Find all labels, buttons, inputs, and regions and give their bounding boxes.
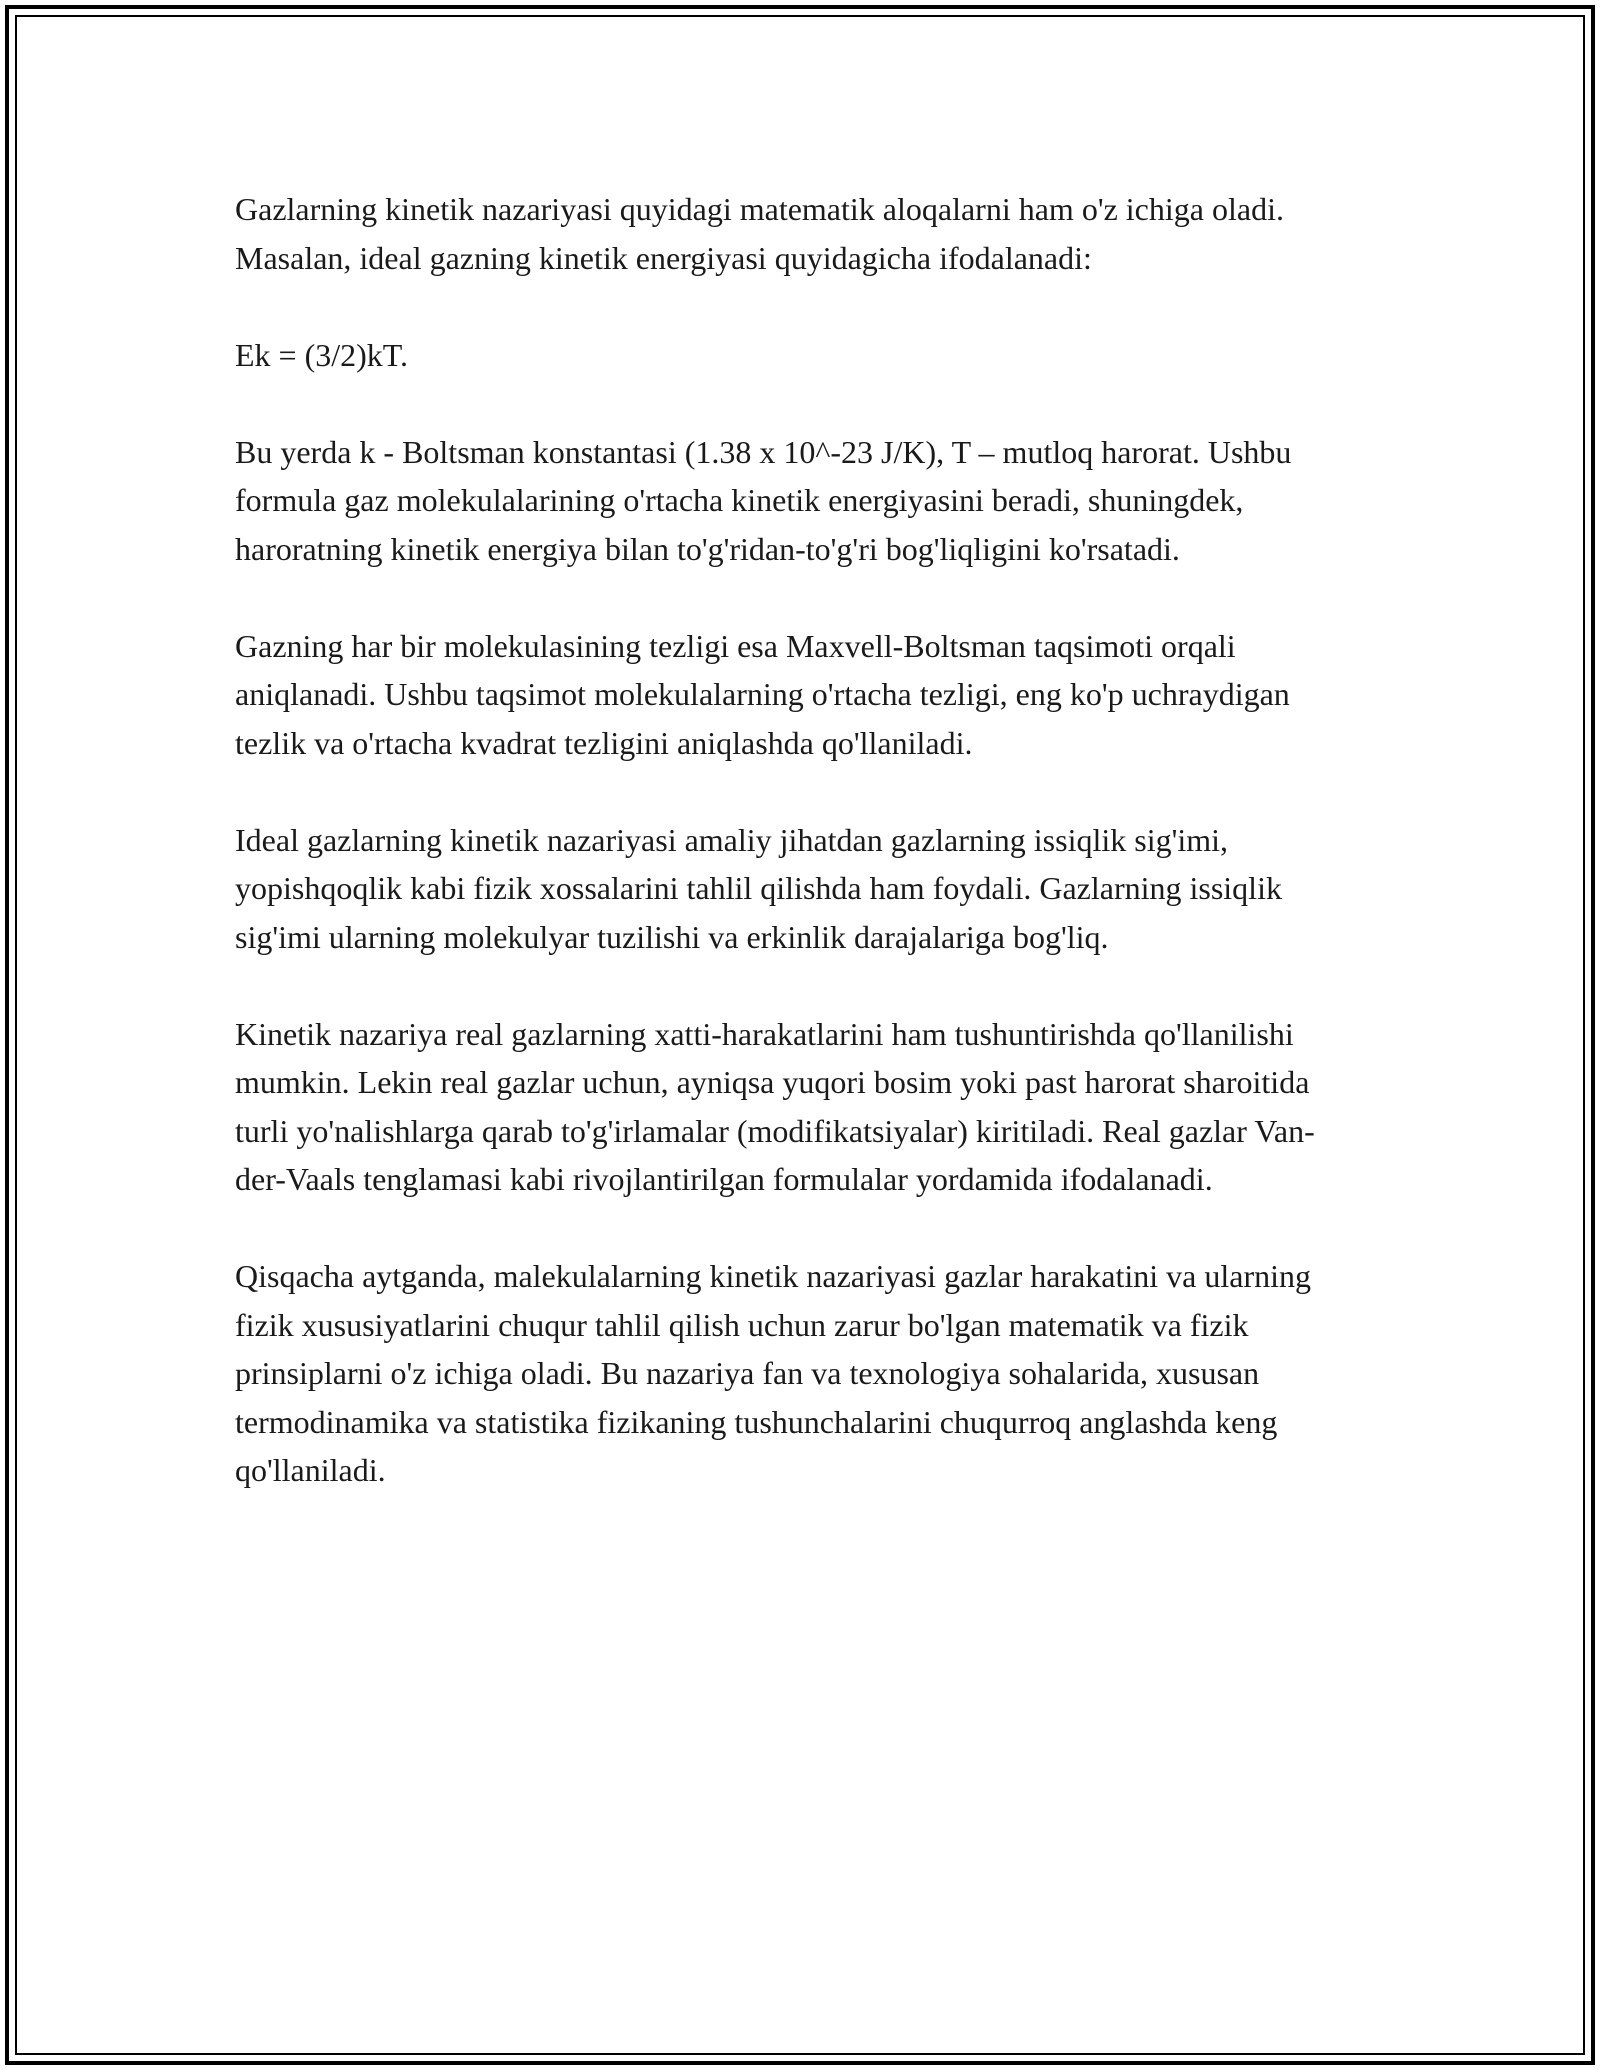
paragraph-real-gases: Kinetik nazariya real gazlarning xatti-harakatlarini ham tushuntirishda qo'llanilishi mumkin. Lekin real gazlar uchun, ayniqsa yuqori bosim yoki past harorat sharoitida turli yo'nalishlarga qarab to'g'irlamalar (modifikatsiyalar) kiritiladi. Real gazlar Van-der-Vaals tenglamasi kabi rivojlantirilgan formulalar yordamida ifodalanadi.	[235, 1015, 1315, 1197]
paragraph-boltzmann: Bu yerda k - Boltsman konstantasi (1.38 x 10^-23 J/K), T – mutloq harorat. Ushbu formula gaz molekulalarining o'rtacha kinetik energiyasini beradi, shuningdek, haroratning kinetik energiya bilan to'g'ridan-to'g'ri bog'liqligini ko'rsatadi.	[235, 433, 1292, 567]
paragraph-heat-capacity: Ideal gazlarning kinetik nazariyasi amaliy jihatdan gazlarning issiqlik sig'imi, yopishqoqlik kabi fizik xossalarini tahlil qilishda ham foydali. Gazlarning issiqlik sig'imi ularning molekulyar tuzilishi va erkinlik darajalariga bog'liq.	[235, 821, 1282, 955]
document-body	[235, 185, 1355, 1543]
formula-kinetic-energy: Ek = (3/2)kT.	[235, 336, 408, 373]
paragraph-maxwell-boltzmann: Gazning har bir molekulasining tezligi esa Maxvell-Boltsman taqsimoti orqali aniqlanadi. Ushbu taqsimot molekulalarning o'rtacha tezligi, eng ko'p uchraydigan tezlik va o'rtacha kvadrat tezligini aniqlashda qo'llaniladi.	[235, 627, 1290, 761]
paragraph-intro: Gazlarning kinetik nazariyasi quyidagi matematik aloqalarni ham o'z ichiga oladi. Masalan, ideal gazning kinetik energiyasi quyidagicha ifodalanadi:	[235, 191, 1284, 276]
paragraph-conclusion: Qisqacha aytganda, malekulalarning kinetik nazariyasi gazlar harakatini va ularning fizik xususiyatlarini chuqur tahlil qilish uchun zarur bo'lgan matematik va fizik prinsiplarni o'z ichiga oladi. Bu nazariya fan va texnologiya sohalarida, xususan termodinamika va statistika fizikaning tushunchalarini chuqurroq anglashda keng qo'llaniladi.	[235, 1258, 1311, 1488]
